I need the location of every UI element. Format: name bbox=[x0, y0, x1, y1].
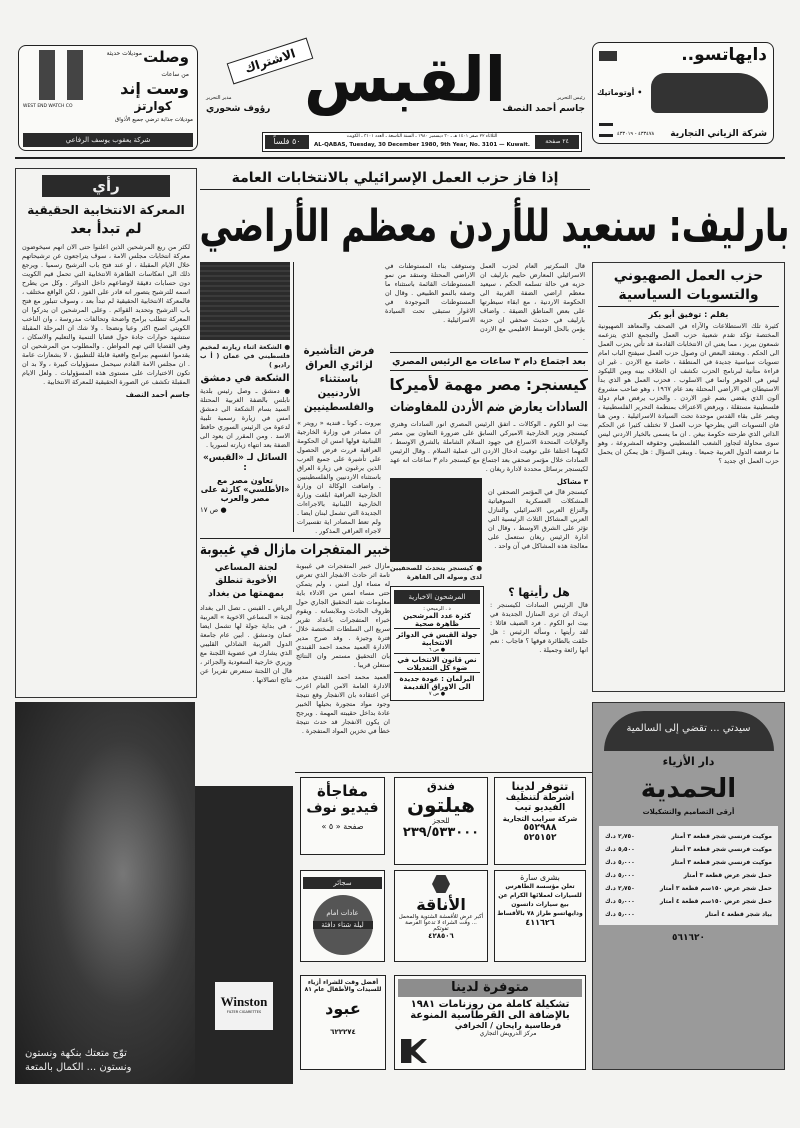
price-badge: ٥٠ فلساً bbox=[265, 135, 309, 149]
kissinger-photo-col bbox=[390, 478, 482, 582]
sidebar-item3[interactable]: نص قانون الانتخاب في ضوء كل التعديلات bbox=[394, 656, 480, 673]
surprise-ad bbox=[300, 777, 385, 855]
kissinger-article bbox=[390, 352, 588, 701]
bomb-title: خبير المتفجرات مازال في غيبوبة bbox=[199, 542, 390, 558]
watch-type: كوارتز bbox=[134, 99, 172, 113]
kissinger-subhead-wrap bbox=[390, 399, 588, 416]
watch-tagline: موديلات جذابة ترضي جميع الأذواق bbox=[114, 117, 193, 123]
video-body: أشرطة لتنظيف الفيديو تيب bbox=[505, 793, 575, 813]
editor-label: مدير التحرير bbox=[206, 95, 232, 101]
kissinger-question: هل رأيتها ؟ bbox=[508, 586, 570, 599]
price-row bbox=[605, 908, 772, 921]
kissinger-caption: ● كيسنجر يتحدث للصحفيين لدى وصوله الى القاهرة bbox=[390, 564, 482, 581]
price-item: موكيت فرنسي شجر قطعة ٣ أمتار bbox=[671, 859, 772, 866]
price-value: ٥٫٠٠٠ د.ك bbox=[605, 872, 635, 879]
watch-ad bbox=[18, 45, 198, 151]
pages-badge: ٢٤ صفحة bbox=[535, 135, 579, 149]
elections-sidebar[interactable] bbox=[390, 586, 484, 701]
date-arabic-wrap bbox=[313, 133, 531, 141]
shakaa-title: الشكعة في دمشق bbox=[200, 373, 290, 384]
chief-label: رئيس التحرير bbox=[557, 95, 585, 101]
surprise-title: مفاجأة bbox=[316, 782, 368, 800]
k-logo-icon bbox=[401, 1039, 427, 1063]
hotel-label: فندق bbox=[427, 780, 455, 793]
hotel-name: هيلتون bbox=[407, 793, 475, 817]
labor-party-column bbox=[592, 262, 785, 692]
car-phone: ٤٣٣٤٧٨ - ٤٣٣٠١٩ bbox=[617, 131, 655, 137]
opinion-title: المعركة الانتخابية الحقيقية bbox=[27, 203, 185, 217]
price-item: موكيت فرنسي شجر قطعة ٣ أمتار bbox=[671, 833, 772, 840]
surprise-name: فيديو نوف bbox=[306, 800, 379, 816]
furniture-by: دار الأزياء bbox=[662, 755, 715, 768]
price-row bbox=[605, 856, 772, 869]
sidebar-item4-page: ● ص ٧ bbox=[428, 691, 446, 697]
visa-title: فرض التأشيرة لزائري العراق باستثناء الأردنيين والفلسطينيين bbox=[303, 346, 375, 413]
opinion-column bbox=[15, 168, 197, 698]
stationery-ad bbox=[394, 975, 586, 1070]
sidebar-item1-by: د . الرميحي : bbox=[423, 606, 451, 612]
bomb-title-wrap bbox=[200, 538, 390, 559]
main-body-1: قال السكرتير العام لحزب العمل الاسرائيلي المعارض حاييم بارليف ان حزبه في حالة تسلمه الحكم ، سيعيد معظم اراضي الضفة الغربية الى الحكومة الاردنية ، مع ابقاء سيطرتها على بعض المناطق الضيقة . واضاف بارليف في حديث صحفي ان حزبه يؤمن بالحل الوسط الاقليمي مع الاردن . bbox=[480, 262, 585, 342]
labor-title-2: والتسويات السياسية bbox=[598, 287, 779, 307]
abboud-line: أفضل وقت للشراء أزياء للسيدات والأطفال عام ٨١ bbox=[304, 979, 382, 993]
price-item: حمل شجر عرض ١٥٠سم قطعة ٣ أمتار bbox=[659, 885, 772, 892]
price-value: ٢٫٧٥٠ د.ك bbox=[605, 833, 635, 840]
labor-title-1: حزب العمل الصهيوني bbox=[613, 268, 764, 284]
column-divider bbox=[293, 262, 294, 532]
cig-line-1: عادات امام bbox=[326, 909, 359, 917]
committee-title: لجنة المساعي الأخوية تنطلق بمهمتها من بغداد bbox=[208, 563, 284, 599]
interview-body: تعاون مصر مع «الأطلسي» كارثة على مصر والعرب bbox=[200, 476, 290, 503]
shakaa-photo bbox=[200, 262, 290, 340]
car-image bbox=[651, 73, 768, 113]
sidebar-item2[interactable]: جولة القبس في الدوائر الانتخابية bbox=[396, 631, 478, 647]
shakaa-column bbox=[200, 262, 290, 514]
kissinger-body: بيت ابو الكوم ـ الوكالات ـ اتفق الرئيس المصري انور السادات وهنري كيسنجر وزير الخارجية الاميركي السابق على ضرورة التعاون بين مصر والولايات المتحدة الاسراع في جهود السلام الشاملة بالشرق الاوسط ، لكنهما اختلفا على توقيت ادخال الاردن الى عملية السلام . وقال الرئيس السادات خلال مؤتمر صحفي بعد اجتماع مع كيسنجر دام ٣ ساعات انه عهد لكيسنجر برسائل محددة لادارة ريغان . bbox=[390, 420, 588, 473]
price-item: موكيت فرنسي شجر قطعة ٣ أمتار bbox=[671, 846, 772, 853]
hotel-phone: ٢٣٩/٥٣٣٠٠٠ bbox=[402, 825, 480, 840]
bomb-body: مازال خبير المتفجرات في غيبوبة تامة اثر حادث الانفجار الذي تعرض له مساء اول امس ، ولم يتمكن حتى مساء امس من الادلاء باية معلومات تفيد التحقيق الجاري حول ظروف الحادث وملابساته . ويقوم خبراء المتفجرات باعداد تقرير سريع الى السلطات المختصة خلال فترة وجيزة . وقد صرح مدير الادارة العميد محمد احمد القبندي بان التحقيق مستمر وان النتائج ستعلن قريبا . bbox=[296, 562, 390, 669]
cars-body: تعلن مؤسسة الطاهرس للسيارات لعملائها الكرام عن بيع سيارات داتسون ودايهاتسو طراز ٧٨ بالأقساط bbox=[497, 883, 583, 917]
subscribe-stamp[interactable]: الاشتراك bbox=[227, 38, 314, 85]
sidebar-item1[interactable]: كثرة عدد المرشحين ظاهرة صحية bbox=[394, 612, 480, 629]
main-kicker: إذا فاز حزب العمل الإسرائيلي بالانتخابات العامة bbox=[231, 170, 559, 186]
price-value: ٥٫٥٠٠ د.ك bbox=[605, 846, 635, 853]
main-body-2: وستوقف بناء المستوطنات في الاراضي المحتلة وستقد من نمو المستوطنات القائمة باستثناء ما وصفه بالنمو الطبيعي . وقال ان المستوطنات الموجودة في الاغوار ستبقى تحت السيادة الاسرائيلية . bbox=[385, 262, 475, 324]
stationery-line-2: بالإضافة الى القرطاسية المنوعة bbox=[410, 1010, 570, 1021]
stationery-company: قرطاسية رايحان / الخرافي bbox=[454, 1021, 562, 1030]
car-ad bbox=[592, 42, 774, 144]
hotel-book: للحجز bbox=[432, 817, 450, 825]
furniture-arc: سيدتي ... تقضي إلى السالمية bbox=[604, 711, 774, 751]
interview-title: السائل لـ «القبس» : bbox=[202, 453, 288, 473]
watch-dealer: شركة يعقوب يوسف الرفاعي bbox=[23, 133, 193, 147]
visa-body: بيروت ـ كونا ـ قنديه « رويتر » ان مصادر في وزارة الخارجية اللبنانية قولها امس ان الحكومة العراقية قررت فرض الحصول على تأشيرة على جميع العرب الذين يرغبون في زيارة العراق باستثناء الاردنيين والفلسطينيين . واضافت الوكالة ان وزارة الخارجية العراقية ابلغت وزارة الخارجية اللبنانية بالاجراءات الجديدة التي تشمل لبنان ايضا . ولم تعط المصادر اية تفسيرات لاجراء العراقي المذكور . bbox=[297, 419, 381, 535]
furniture-price-list bbox=[599, 826, 778, 925]
committee-body: الرياض ـ القبس ـ تصل الى بغداد لجنة « المساعي الاخوية » العربية ، في بداية جولة لها تشمل ايضا عمان ودمشق . ابين عام جامعة الدول العربية الشاذلي القليبي الذي يشارك في عضوية اللجنة مع وزيري خارجية السعودية والجزائر ، قال ان اللجنة ستعرض تقريرا عن نتائج اتصالاتها . bbox=[200, 604, 292, 684]
price-value: ٥٫٠٠٠ د.ك bbox=[605, 859, 635, 866]
kissinger-headline-wrap bbox=[390, 375, 588, 395]
labor-body: كثيرة تلك الاستطلاعات والآراء في الصحف والمعاهد الصهيونية المختصة تؤكد تقدم شعبية حزب العمل والتجمع الذي يتزعمه شمعون بيريز ، مما يعني ان الانتخابات القادمة قد تأتي بحزب العمل الى الحكم . ويعتقد البعض ان وصول حزب العمل سيفتح الباب امام تسويات سياسية جديدة في المنطقة ، خاصة مع الاردن . غير ان قراءة متأنية لبرنامج الحزب تكشف ان الخلاف بينه وبين الليكود ليس في الجوهر وانما في الاسلوب . فحزب العمل هو الذي بدأ الاستيطان في الاراضي المحتلة بعد عام ١٩٦٧ ، وهو صاحب مشروع آلون الذي يقضي بضم غور الاردن . والحزب يرفض قيام دولة فلسطينية مستقلة ، ويرفض الاعتراف بمنظمة التحرير الفلسطينية ، ويصر على بقاء القدس موحدة تحت السيادة الاسرائيلية . ومن هنا فان التسويات التي يطرحها حزب العمل لا تختلف كثيرا عن الحكم الذاتي الذي طرحته حكومة بيغن . ان ما يسمى بالخيار الاردني ليس سوى محاولة لتجاوز الشعب الفلسطيني وحقوقه المشروعة ، وهو ما ترفضه الدول العربية جميعا . ويبقى السؤال : هل يمكن ان يحمل حزب العمل اي جديد ؟ bbox=[598, 322, 779, 465]
date-arabic: الثلاثاء ٢٢ صفر ١٤٠١ هـ ـ ٣٠ ديسمبر ١٩٨٠ ـ السنة التاسعة ـ العدد ٣١٠١ ـ الكويت bbox=[346, 134, 498, 139]
winston-slogan-2: ونستون ... الكمال بالمتعة bbox=[25, 1062, 132, 1073]
watch-from: من ساعات bbox=[161, 71, 189, 78]
date-english: AL-QABAS, Tuesday, 30 December 1980, 9th Year, No. 3101 — Kuwait. bbox=[314, 142, 530, 148]
cars-phone: ٤١١٦٢٦ bbox=[525, 918, 555, 927]
cigarette-ad bbox=[300, 870, 385, 962]
price-item: حمل شجر عرض قطعة ٣ أمتار bbox=[683, 872, 772, 879]
car-feature: • أوتوماتيك bbox=[597, 88, 643, 97]
furniture-phone: ٥٦١٦٢٠ bbox=[672, 933, 705, 943]
sidebar-label: المرشحون الاخبارية bbox=[394, 590, 480, 604]
furniture-sub: أرقى التصاميم والتشكيلات bbox=[642, 808, 735, 816]
fashion-body: أكبر عرض للأقمشة الشتوية والمخمل ... وقت الشراء لا تدعوا الفرصة تفوتكم bbox=[398, 914, 484, 932]
kissinger-col-3 bbox=[490, 586, 588, 655]
watch-logo: WEST END WATCH CO bbox=[23, 104, 73, 109]
kissinger-kicker-wrap bbox=[390, 356, 588, 371]
opinion-author: جاسم أحمد النصف bbox=[125, 391, 190, 399]
stationery-banner: متوفرة لدينا bbox=[398, 979, 582, 997]
winston-pack bbox=[215, 982, 273, 1030]
winston-pack-sub: FILTER CIGARETTES bbox=[226, 1010, 262, 1014]
hilton-ad bbox=[394, 777, 488, 865]
date-english-wrap bbox=[313, 141, 531, 150]
company-logo-icon bbox=[599, 123, 613, 137]
price-item: بياد شجر قطعة ٤ أمتار bbox=[705, 911, 772, 918]
price-row bbox=[605, 882, 772, 895]
watch-image bbox=[33, 50, 93, 100]
main-kicker-wrap bbox=[200, 170, 590, 190]
furniture-ad bbox=[592, 702, 785, 1070]
kissinger-photo bbox=[390, 478, 482, 562]
fashion-name: الأناقة bbox=[416, 895, 466, 914]
surprise-page: صفحة « ٥ » bbox=[321, 822, 364, 831]
shakaa-photo-caption: ● الشكعة اثناء زيارته لمخيم فلسطيني في عمان ( أ ب راديو ) bbox=[200, 343, 290, 369]
cars-ad bbox=[494, 870, 586, 962]
cig-line-2: ليلة شتاء دافئة bbox=[313, 921, 373, 929]
kissinger-body-2: كيسنجر قال في المؤتمر الصحفي ان المشكلات العسكرية السوفياتية والنزاع العربي الاسرائيلي والتنازل العربي المشاكل الثلاث الرئيسية التي تؤثر على الشرق الاوسط ، وقال ان ادارة الرئيس ريغان ستعمل على معالجة هذه المشاكل في آن واحد . bbox=[488, 488, 588, 550]
winston-ad bbox=[15, 702, 195, 1084]
chief-name: جاسم أحمد النصف bbox=[502, 104, 585, 114]
video-company: شركة سرايب التجارية bbox=[502, 815, 578, 823]
video-phone-2: ٥٢٥١٥٢ bbox=[523, 833, 557, 843]
price-row bbox=[605, 869, 772, 882]
main-headline: بارليف: سنعيد للأردن معظم الأراضي bbox=[199, 201, 790, 252]
cig-circle bbox=[313, 895, 373, 955]
date-bar bbox=[262, 132, 582, 152]
winston-pack-logo: Winston bbox=[220, 994, 268, 1009]
kissinger-subhead: السادات يعارض ضم الأردن للمفاوضات bbox=[390, 400, 588, 415]
video-ad bbox=[494, 777, 586, 865]
car-brand: دايهاتسو.. bbox=[681, 45, 767, 65]
sidebar-item4[interactable]: البرلمان : عودة جديدة الى الاوراق القديمة bbox=[399, 675, 475, 691]
abboud-name: عبود bbox=[325, 999, 361, 1018]
abboud-ad bbox=[300, 975, 386, 1070]
price-value: ٢٫٧٥٠ د.ك bbox=[605, 885, 635, 892]
visa-article bbox=[297, 345, 381, 536]
price-row bbox=[605, 830, 772, 843]
stationery-line-1: تشكيلة كاملة من روزنامات ١٩٨١ bbox=[410, 999, 570, 1010]
opinion-body: لكثر من ربع المرشحين الذين اعلنوا حتى الان انهم سيخوضون معركة انتخابات مجلس الامة ، سوف يتراجعون عن ترشيحاتهم خلال الايام المقبلة ، او عند فتح باب الترشيح رسميا . ويرجع ذلك الى انعكاسات الظاهرة الانتخابية التي تحمل قيم الكويت دون حسابات دقيقة لاوضاعهم داخل الدوائر . وكل من يطرح اسمه للترشيح يتصور انه قادر على الفوز ، لكن الواقع مختلف ، فالمعركة الانتخابية الحقيقية لم تبدأ بعد ، وسوف تتبلور مع فتح باب الترشيح وتحديد القوائم . وعلى المرشحين ان يدركوا ان المعركة تتطلب برامج واضحة وتحالفات مدروسة ، وان الناخب الكويتي اصبح اكثر وعيا ونضجا . ولا شك ان المرحلة المقبلة ستشهد حوارات جادة حول قضايا التنمية والتعليم والاسكان ، وهي القضايا التي تهم المواطن . والمطلوب من المرشحين ان يقدموا انفسهم ببرامج واقعية قابلة للتطبيق ، لا بشعارات عامة . ان مجلس الامة القادم سيحمل مسؤوليات كبيرة ، ولا بد ان تكون الاختيارات على مستوى هذه المسؤوليات . ولعل الايام المقبلة تكشف عن الصورة الحقيقية للمعركة الانتخابية . bbox=[22, 243, 190, 386]
opinion-label: رأي bbox=[42, 175, 170, 197]
car-dealer: شركة الزياني التجارية bbox=[670, 129, 767, 139]
labor-byline: بقلم : توفيق أبو بكر bbox=[648, 310, 729, 319]
bomb-area bbox=[200, 538, 390, 736]
opinion-subtitle: لم تبدأ بعد bbox=[70, 221, 142, 237]
masthead-divider bbox=[15, 157, 785, 159]
kissinger-headline: كيسنجر: مصر مهمة لأميركا bbox=[389, 375, 588, 394]
bomb-body-2: العميد محمد احمد القبندي مدير الادارة العامة الامن العام اعرب عن اعتقاده بان الانفجار وقع نتيجة وجود مواد متجورة بحيلها الخبير عادة بداخل حقيبته المهمة . ويرجح ان يكون الانفجار قد حدث نتيجة خطأ في تخزين المواد المتفجرة . bbox=[296, 673, 390, 735]
cars-title: بشرى سارة bbox=[520, 873, 560, 882]
abboud-phone: ٦٢٢٢٧٤ bbox=[330, 1028, 356, 1036]
furniture-name: الحمدية bbox=[640, 774, 737, 804]
daihatsu-logo-icon bbox=[599, 51, 617, 61]
winston-slogan-1: توّج متعتك بنكهة ونستون bbox=[25, 1048, 127, 1059]
sidebar-item2-page: ● ص ٦ bbox=[394, 647, 480, 654]
price-row bbox=[605, 895, 772, 908]
editor-name: رؤوف شحوري bbox=[206, 104, 271, 114]
price-value: ٥٫٠٠٠ د.ك bbox=[605, 911, 635, 918]
price-value: ٥٫٠٠٠ د.ك bbox=[605, 898, 635, 905]
interview-page: ● ص ١٧ bbox=[200, 506, 227, 514]
video-phone-1: ٥٥٢٩٨٨ bbox=[523, 823, 557, 833]
main-headline-wrap bbox=[200, 198, 790, 256]
fashion-ad bbox=[394, 870, 488, 962]
committee-column bbox=[200, 562, 292, 685]
stationery-address: مركز الدرويش التجاري bbox=[479, 1030, 537, 1037]
kissinger-section: ٣ مشاكل bbox=[556, 478, 588, 486]
cig-banner: سجائر bbox=[303, 877, 382, 889]
kissinger-body-3: قال الرئيس السادات لكيسنجر : اريدك ان ترى المنازل الجديدة في بيت ابو الكوم . فرد الضيف قائلا : لقد رأيتها ، وسأله الرئيس : هل حلقت بالطائرة فوقها ؟ فاجاب : نعم انها رائعة وجميلة . bbox=[490, 601, 588, 654]
fashion-phone: ٤٢٨٥٠٦ bbox=[428, 932, 454, 940]
newspaper-logo: القبس bbox=[303, 43, 507, 116]
price-row bbox=[605, 843, 772, 856]
fashion-logo-icon bbox=[432, 875, 450, 893]
price-item: حمل شجر عرض ١٥٠سم قطعة ٤ أمتار bbox=[659, 898, 772, 905]
video-title: تتوفر لدينا bbox=[511, 780, 569, 793]
kissinger-col-2 bbox=[488, 478, 588, 551]
watch-title: وصلت bbox=[143, 48, 189, 66]
winston-ad-right bbox=[195, 786, 293, 1084]
bomb-column bbox=[296, 562, 390, 736]
kissinger-kicker: بعد اجتماع دام ٣ ساعات مع الرئيس المصري bbox=[392, 357, 586, 367]
watch-brand: وست إند bbox=[120, 79, 189, 98]
watch-sub: موديلات حديثة bbox=[106, 50, 142, 57]
shakaa-body: ● دمشق ـ وصل رئيس بلدية نابلس بالضفة الغربية المحتلة السيد بسام الشكعة الى دمشق امس في زيارة رسمية تلبية لدعوة من الرئيس السوري حافظ الاسد . ومن المقرر ان يعود الى الضفة بعد انتهاء زيارته لسوريا . bbox=[200, 387, 290, 449]
